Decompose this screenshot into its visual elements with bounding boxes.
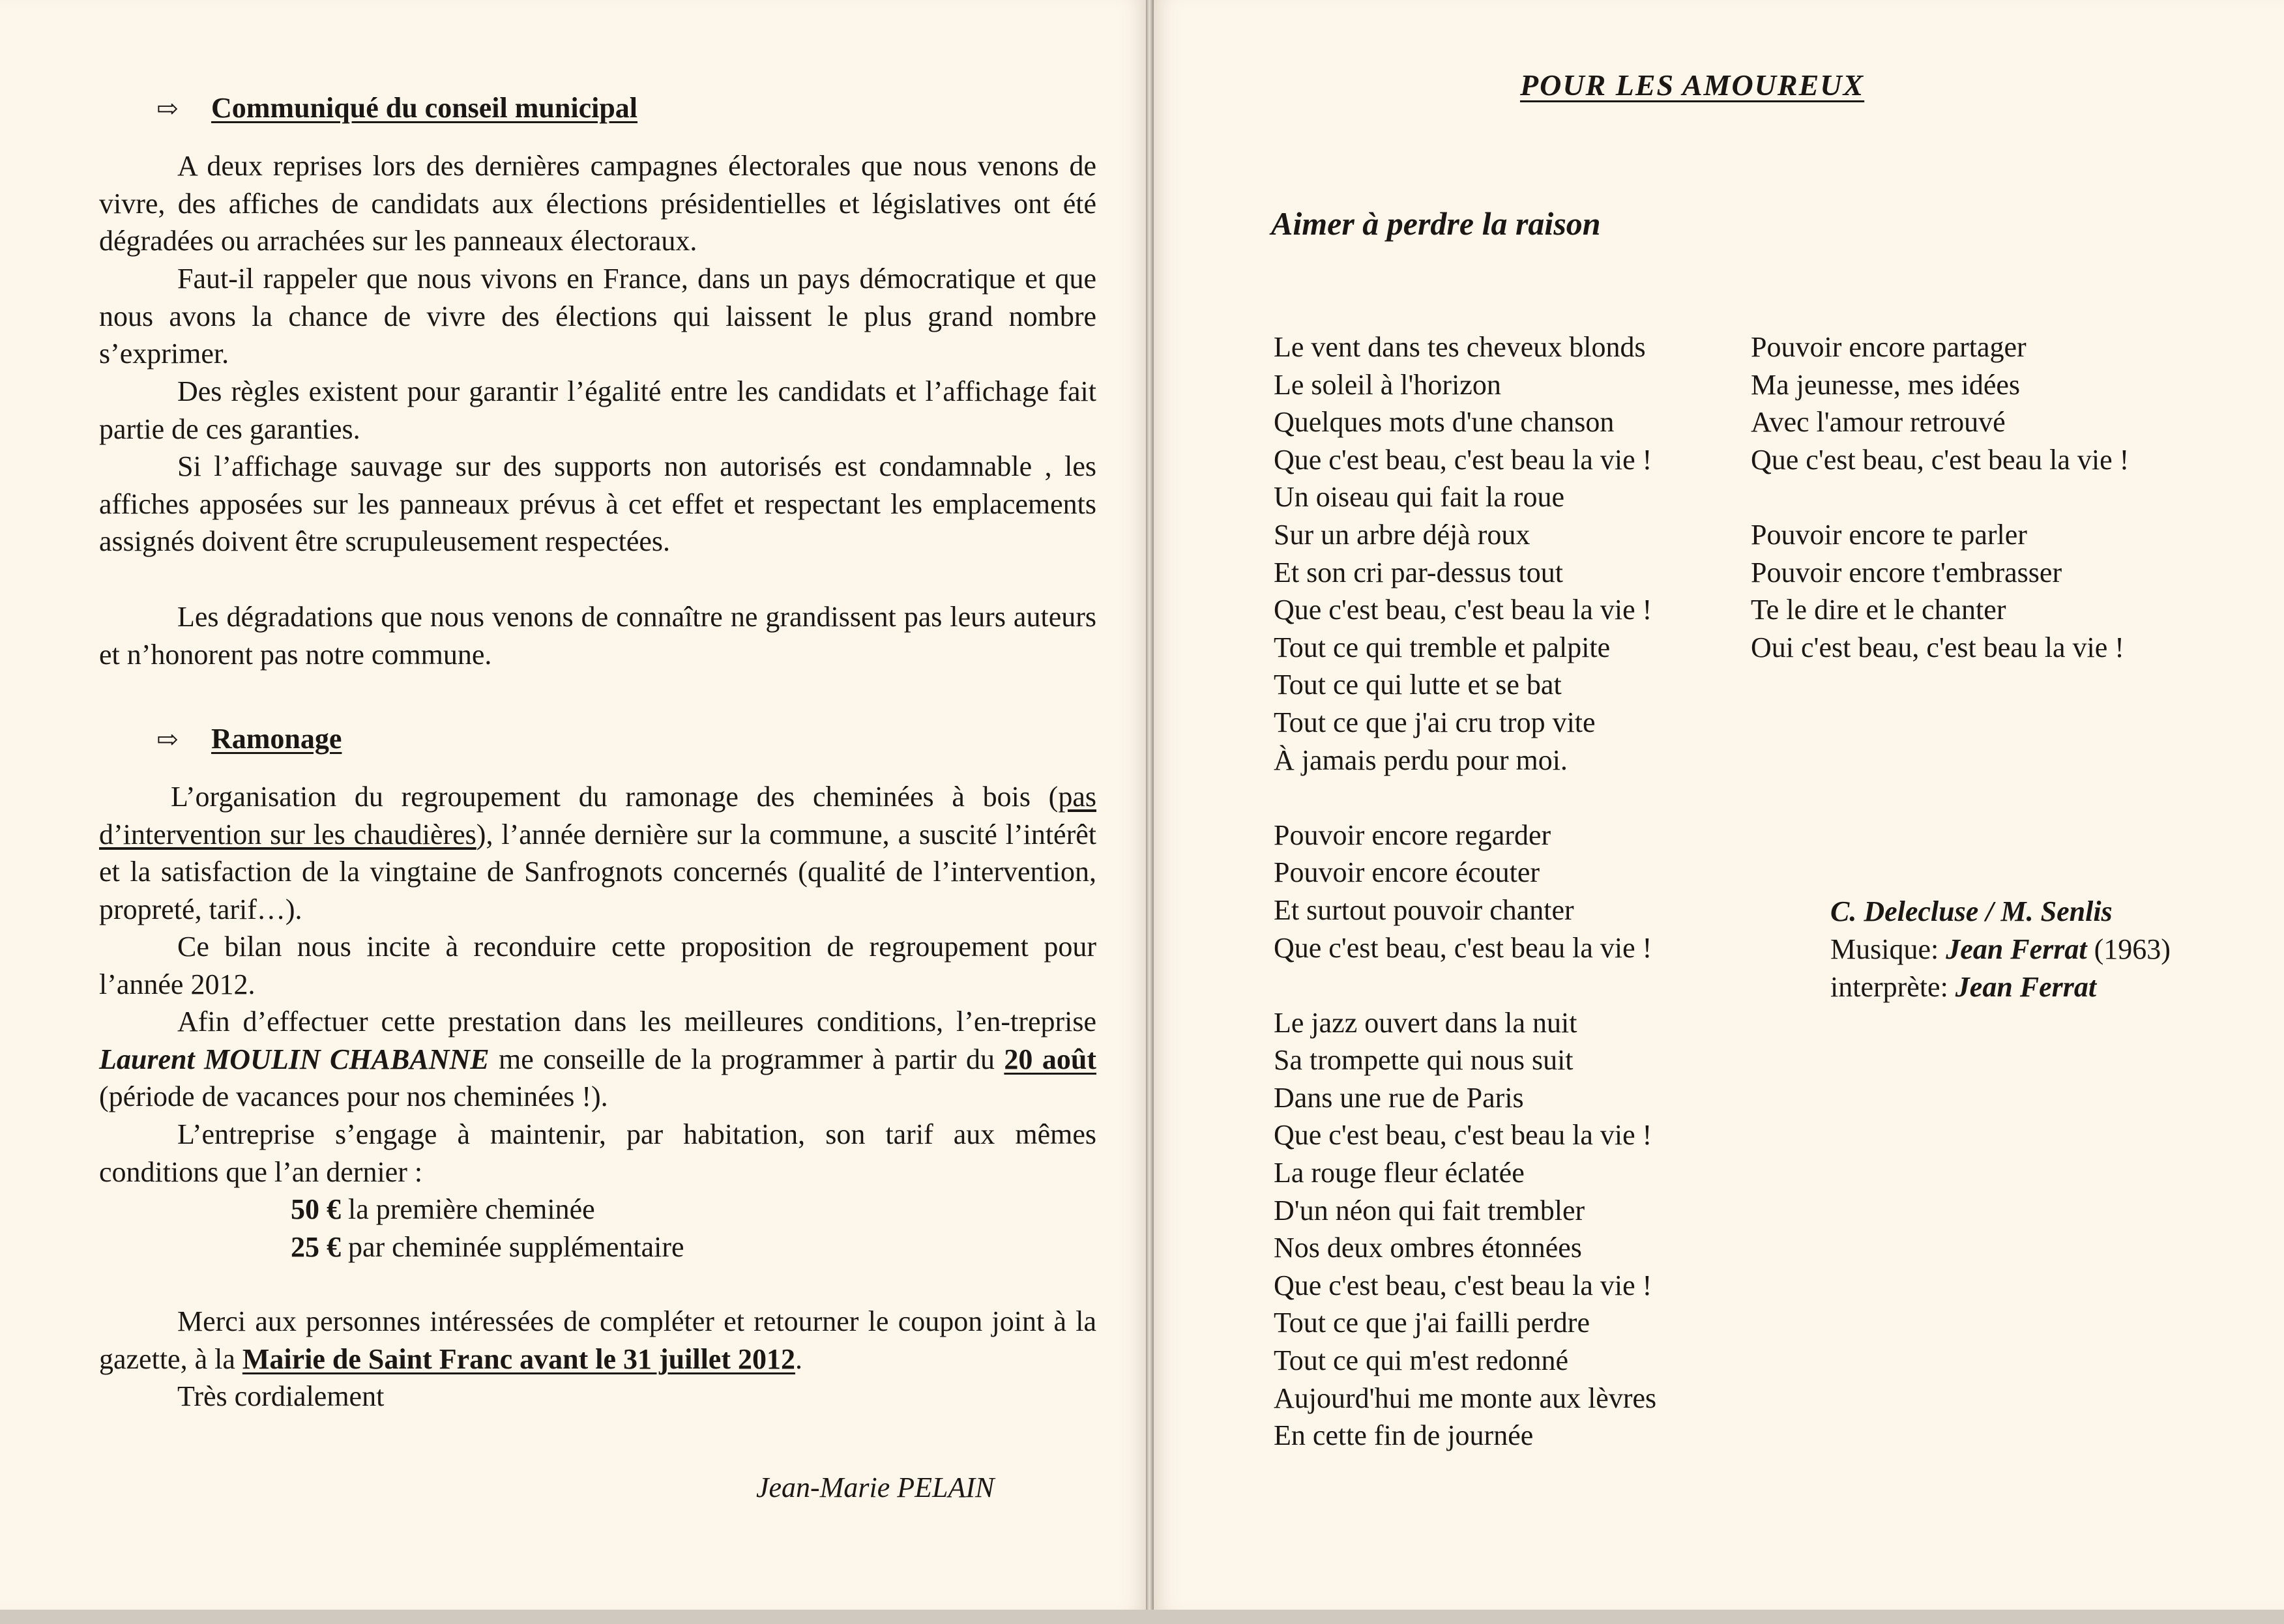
paragraph: Merci aux personnes intéressées de compléter et retourner le coupon joint à la gazette, à la Mairie de Saint Franc avant le 31 juillet 2012.: [99, 1305, 1096, 1375]
lyric-line: Avec l'amour retrouvé: [1751, 406, 2006, 439]
lyric-line: Pouvoir encore t'embrasser: [1751, 556, 2062, 588]
lyric-line: Et surtout pouvoir chanter: [1274, 893, 1574, 926]
section-heading-communique: [156, 91, 637, 124]
lyric-line: Sur un arbre déjà roux: [1274, 518, 1530, 551]
lyric-line: Tout ce que j'ai cru trop vite: [1274, 706, 1596, 738]
stanza-break: [1274, 779, 1656, 817]
paragraph: Si l’affichage sauvage sur des supports non autorisés est condamnable , les affiches apposées sur les panneaux prévus à cet effet et respectant les emplacements assignés doivent être scrupuleusement respectées.: [99, 450, 1096, 558]
lyric-line: Tout ce qui lutte et se bat: [1274, 669, 1562, 701]
lyric-line: Un oiseau qui fait la roue: [1274, 481, 1564, 514]
scan-edge: [0, 1610, 2284, 1624]
lyric-line: Nos deux ombres étonnées: [1274, 1232, 1582, 1264]
song-title: Aimer à perdre la raison: [1271, 205, 1601, 242]
lyrics-column-2: [1751, 328, 2129, 666]
lyric-line: Pouvoir encore écouter: [1274, 856, 1540, 889]
paragraph: A deux reprises lors des dernières campagnes électorales que nous venons de vivre, des affiches de candidats aux élections présidentielles et législatives ont été dégradées ou arrachées sur les panneaux électoraux.: [99, 150, 1096, 257]
credits-performer: interprète: Jean Ferrat: [1830, 971, 2097, 1003]
underlined-note: pas d’intervention sur les chaudières: [99, 781, 1096, 850]
closing: Très cordialement: [177, 1380, 385, 1412]
section-title: Ramonage: [211, 723, 342, 755]
lyrics-column-1: [1274, 328, 1656, 1455]
page-header: POUR LES AMOUREUX: [1520, 68, 1865, 102]
deadline-highlight: Mairie de Saint Franc avant le 31 juillet 2012: [242, 1342, 795, 1375]
price-line: 50 € la première cheminée: [291, 1193, 595, 1225]
section-title: Communiqué du conseil municipal: [211, 92, 638, 124]
lyric-line: Tout ce que j'ai failli perdre: [1274, 1307, 1590, 1339]
date-highlight: 20 août: [1004, 1043, 1096, 1075]
lyric-line: Dans une rue de Paris: [1274, 1081, 1524, 1114]
lyric-line: La rouge fleur éclatée: [1274, 1157, 1525, 1189]
lyric-line: En cette fin de journée: [1274, 1419, 1534, 1452]
lyric-line: Le vent dans tes cheveux blonds: [1274, 331, 1646, 363]
lyric-line: Et son cri par-dessus tout: [1274, 556, 1563, 588]
lyric-line: Oui c'est beau, c'est beau la vie !: [1751, 631, 2124, 663]
paragraph: Faut-il rappeler que nous vivons en France, dans un pays démocratique et que nous avons la chance de vivre des élections qui laissent le plus grand nombre s’exprimer.: [99, 263, 1096, 370]
arrow-right-icon: ⇨: [156, 94, 179, 123]
lyric-line: Ma jeunesse, mes idées: [1751, 368, 2020, 401]
credits-authors: C. Delecluse / M. Senlis: [1830, 895, 2113, 927]
paragraph: Ce bilan nous incite à reconduire cette proposition de regroupement pour l’année 2012.: [99, 931, 1096, 1000]
lyric-line: Le jazz ouvert dans la nuit: [1274, 1006, 1577, 1039]
lyric-line: Que c'est beau, c'est beau la vie !: [1274, 1119, 1652, 1152]
signature: Jean-Marie PELAIN: [756, 1472, 995, 1503]
lyric-line: Que c'est beau, c'est beau la vie !: [1274, 931, 1652, 964]
paragraph: Des règles existent pour garantir l’égalité entre les candidats et l’affichage fait partie de ces garanties.: [99, 375, 1096, 445]
booklet-spine: [1146, 0, 1154, 1610]
lyric-line: Que c'est beau, c'est beau la vie !: [1274, 443, 1652, 476]
paragraph: Les dégradations que nous venons de connaître ne grandissent pas leurs auteurs et n’honorent pas notre commune.: [99, 601, 1096, 671]
lyric-line: Aujourd'hui me monte aux lèvres: [1274, 1382, 1657, 1414]
price-line: 25 € par cheminée supplémentaire: [291, 1231, 684, 1263]
lyric-line: Pouvoir encore te parler: [1751, 518, 2027, 551]
lyric-line: À jamais perdu pour moi.: [1274, 744, 1568, 776]
stanza-break: [1274, 966, 1656, 1004]
paragraph: Afin d’effectuer cette prestation dans les meilleures conditions, l’en-treprise Laurent MOULIN CHABANNE me conseille de la programmer à partir du 20 août (période de vacances pour nos cheminées !).: [99, 1006, 1096, 1113]
lyric-line: Sa trompette qui nous suit: [1274, 1044, 1574, 1077]
lyric-line: D'un néon qui fait trembler: [1274, 1194, 1585, 1226]
lyric-line: Que c'est beau, c'est beau la vie !: [1274, 594, 1652, 626]
paragraph: L’organisation du regroupement du ramonage des cheminées à bois (pas d’intervention sur les chaudières), l’année dernière sur la commune, a suscité l’intérêt et la satisfaction de la vingtaine de Sanfrognots concernés (qualité de l’intervention, propreté, tarif…).: [99, 781, 1096, 925]
lyric-line: Le soleil à l'horizon: [1274, 368, 1501, 401]
lyric-line: Pouvoir encore regarder: [1274, 819, 1551, 851]
lyric-line: Tout ce qui tremble et palpite: [1274, 631, 1611, 663]
lyric-line: Pouvoir encore partager: [1751, 331, 2027, 363]
company-name: Laurent MOULIN CHABANNE: [99, 1043, 490, 1075]
lyric-line: Quelques mots d'une chanson: [1274, 406, 1615, 439]
lyric-line: Que c'est beau, c'est beau la vie !: [1274, 1269, 1652, 1301]
paragraph: L’entreprise s’engage à maintenir, par habitation, son tarif aux mêmes conditions que l’an dernier :: [99, 1118, 1096, 1188]
lyric-line: Te le dire et le chanter: [1751, 594, 2006, 626]
stanza-break: [1751, 478, 2129, 516]
section-heading-ramonage: [156, 722, 342, 755]
credits-music: Musique: Jean Ferrat (1963): [1830, 933, 2171, 965]
lyric-line: Que c'est beau, c'est beau la vie !: [1751, 443, 2130, 476]
arrow-right-icon: ⇨: [156, 725, 179, 754]
lyric-line: Tout ce qui m'est redonné: [1274, 1344, 1569, 1377]
